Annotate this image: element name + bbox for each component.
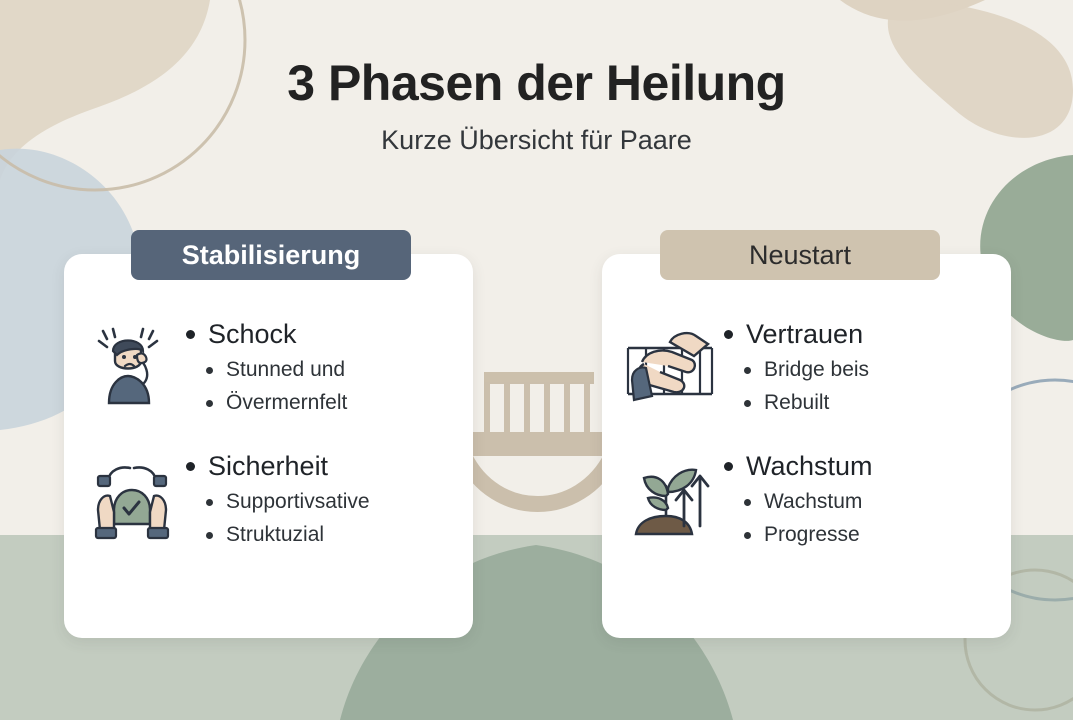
page-subtitle: Kurze Übersicht für Paare bbox=[381, 125, 692, 155]
phase-right-items bbox=[602, 312, 1011, 576]
phase-card-right bbox=[602, 254, 1011, 638]
stressed-person-icon bbox=[84, 312, 180, 420]
phase-label-stabilisierung: Stabilisierung bbox=[131, 230, 411, 280]
item-bullet: Supportivsative bbox=[186, 489, 455, 514]
item-bullet: Struktuzial bbox=[186, 522, 455, 547]
item-bullet: Wachstum bbox=[724, 489, 993, 514]
phase-left-items bbox=[64, 312, 473, 576]
growing-plant-arrow-icon bbox=[622, 444, 718, 552]
item-title: Vertrauen bbox=[724, 318, 993, 350]
header bbox=[0, 56, 1073, 156]
item-bullet: Övermernfelt bbox=[186, 390, 455, 415]
protecting-hands-shield-icon bbox=[84, 444, 180, 552]
item-bullet: Progresse bbox=[724, 522, 993, 547]
item-bullet: Stunned und bbox=[186, 357, 455, 382]
list-item bbox=[602, 444, 1011, 552]
item-title: Wachstum bbox=[724, 450, 993, 482]
item-bullet: Bridge beis bbox=[724, 357, 993, 382]
page-title: 3 Phasen der Heilung bbox=[287, 55, 786, 111]
list-item-text bbox=[180, 312, 455, 415]
item-title: Sicherheit bbox=[186, 450, 455, 482]
item-bullet: Rebuilt bbox=[724, 390, 993, 415]
list-item bbox=[602, 312, 1011, 420]
item-title: Schock bbox=[186, 318, 455, 350]
list-item bbox=[64, 444, 473, 552]
phase-label-neustart: Neustart bbox=[660, 230, 940, 280]
phase-card-left bbox=[64, 254, 473, 638]
list-item bbox=[64, 312, 473, 420]
list-item-text bbox=[718, 312, 993, 415]
list-item-text bbox=[180, 444, 455, 547]
list-item-text bbox=[718, 444, 993, 547]
handshake-bridge-icon bbox=[622, 312, 718, 420]
